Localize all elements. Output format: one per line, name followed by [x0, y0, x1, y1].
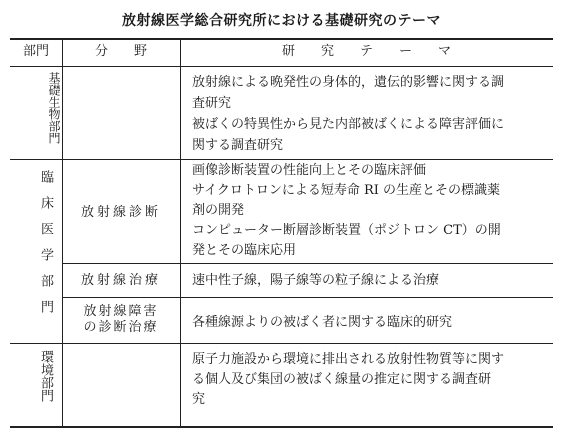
header-bunya: 分 野	[94, 44, 147, 59]
bumon-kankyo: 環境部門	[38, 350, 53, 402]
bunya-shogai-line1: 放射線障害	[83, 304, 159, 319]
kiso-row-rule	[10, 159, 553, 160]
bunya-shogai-line2: の診断治療	[83, 320, 159, 335]
page-title: 放射線医学総合研究所における基礎研究のテーマ	[122, 13, 441, 29]
theme-line: 発とその臨床応用	[192, 243, 297, 258]
theme-line: サイクロトロンによる短寿命 RI の生産とその標識薬	[192, 183, 501, 198]
table-top-rule	[10, 38, 553, 40]
shindan-row-rule	[62, 263, 553, 264]
table-bottom-rule	[10, 426, 553, 428]
bunya-shogai	[62, 304, 180, 336]
header-theme: 研 究 テ ー マ	[281, 44, 451, 59]
bunya-shindan: 放射線診断	[80, 205, 161, 220]
bumon-kiso: 基礎生物部門	[47, 72, 61, 144]
shogai-theme: 各種線源よりの被ばく者に関する臨床的研究	[192, 315, 453, 330]
header-bumon: 部門	[22, 44, 49, 59]
theme-line: 査研究	[192, 96, 232, 111]
kankyo-themes	[192, 350, 547, 410]
rinsho-row-rule	[10, 343, 553, 344]
theme-line: 画像診断装置の性能向上とその臨床評価	[192, 163, 427, 178]
theme-line: 究	[192, 392, 206, 407]
theme-line: 被ばくの特異性から見た内部被ばくによる障害評価に	[192, 117, 505, 132]
chiryo-theme: 速中性子線，陽子線等の粒子線による治療	[192, 273, 440, 288]
header-rule	[10, 66, 553, 67]
theme-line: 原子力施設から環境に排出される放射性物質等に関す	[192, 352, 505, 367]
shindan-themes	[192, 161, 547, 261]
theme-line: コンピューター断層診断装置（ポジトロン CT）の開	[192, 223, 501, 238]
theme-line: 関する調査研究	[192, 138, 284, 153]
bunya-divider	[180, 38, 181, 427]
chiryo-row-rule	[62, 297, 553, 298]
bunya-chiryo: 放射線治療	[80, 273, 161, 288]
theme-line: る個人及び集団の被ばく線量の推定に関する調査研	[192, 372, 492, 387]
bumon-rinsho: 臨床医学部門	[38, 170, 53, 326]
theme-line: 剤の開発	[192, 203, 245, 218]
theme-line: 放射線による晩発性の身体的，遺伝的影響に関する調	[192, 75, 505, 90]
kiso-themes	[192, 72, 547, 156]
bumon-divider	[62, 38, 63, 427]
